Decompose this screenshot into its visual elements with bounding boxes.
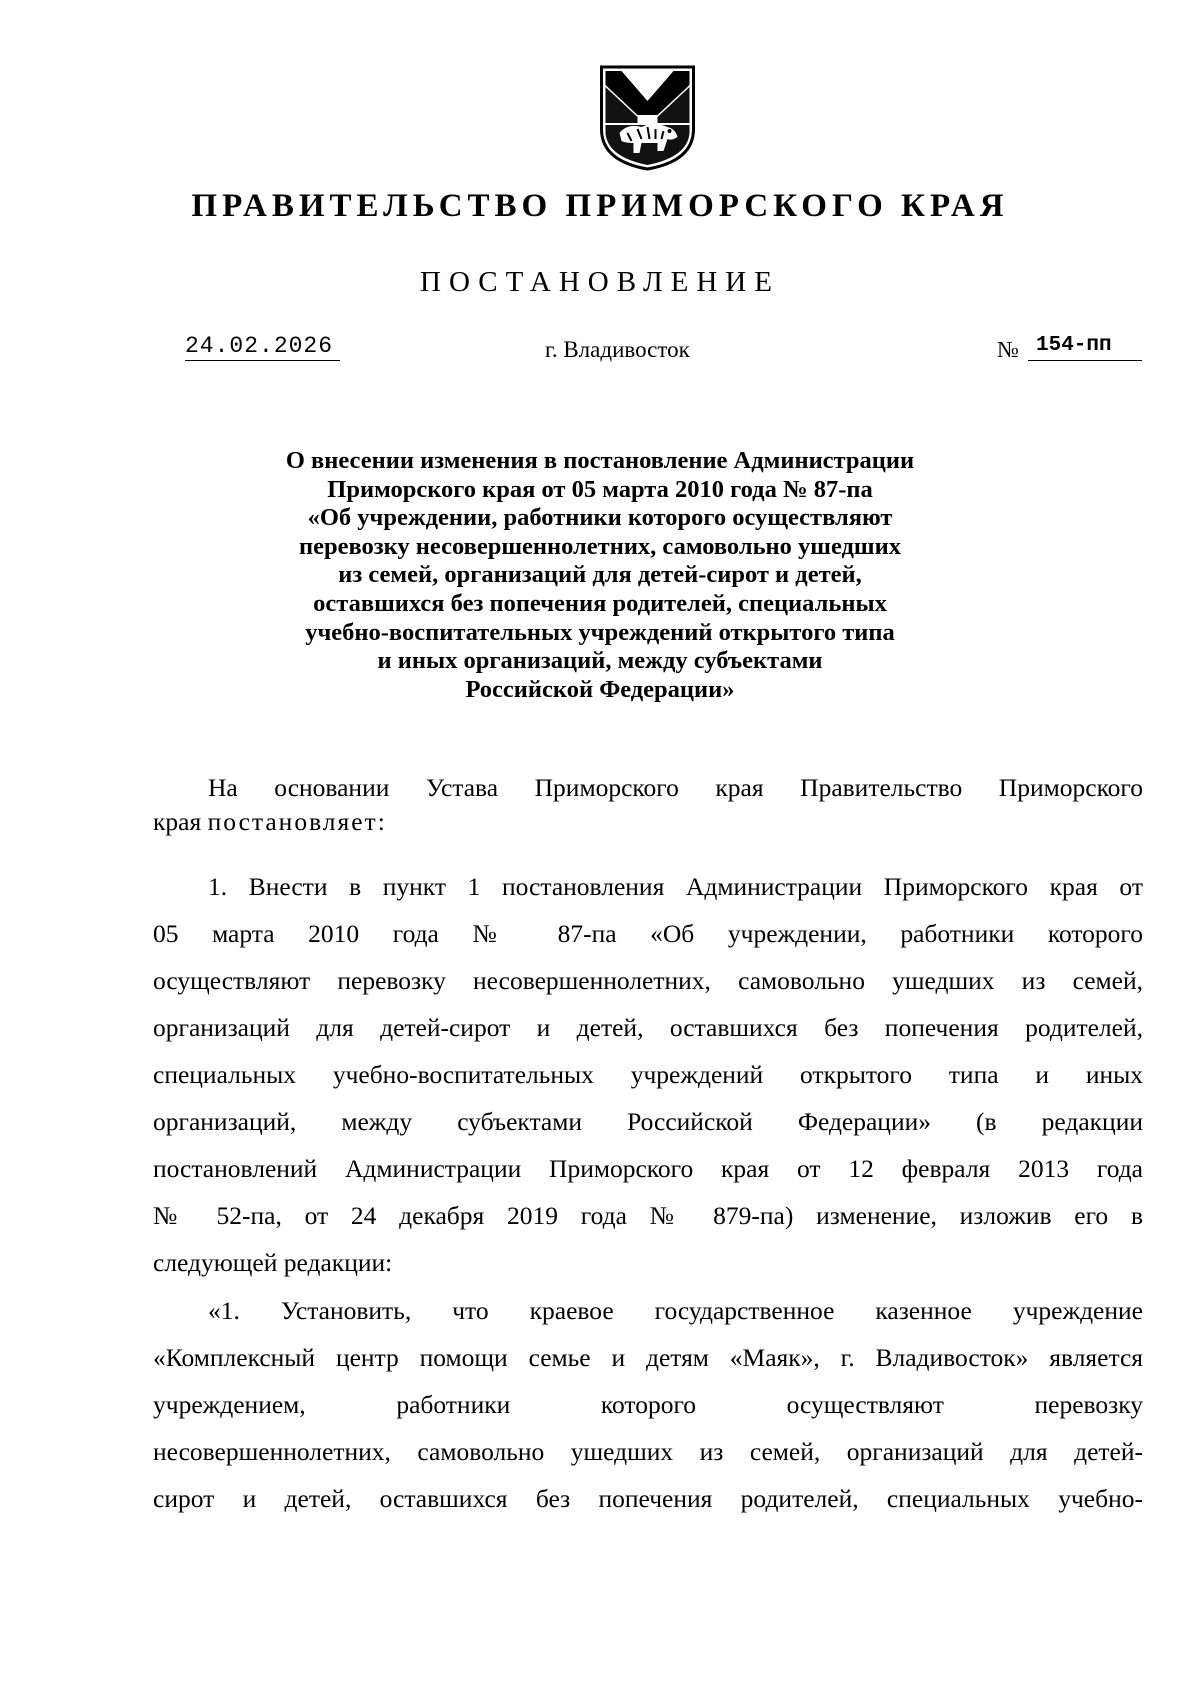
- heading-line: Приморского края от 05 марта 2010 года № 87-па: [327, 475, 873, 503]
- body-line: [153, 805, 1143, 839]
- body-line: постановлений Администрации Приморского края от 12 февраля 2013 года: [153, 1154, 1143, 1183]
- body-line: На основании Устава Приморского края Правительство Приморского: [208, 773, 1143, 802]
- heading-line: О внесении изменения в постановление Администрации: [285, 447, 915, 474]
- intro-paragraph: [153, 771, 1143, 839]
- body-line: 1. Внести в пункт 1 постановления Администрации Приморского края от: [208, 872, 1143, 901]
- document-number: 154-пп: [1028, 332, 1142, 361]
- coat-of-arms-emblem: [597, 63, 698, 171]
- document-city: г. Владивосток: [545, 337, 690, 362]
- body-line: 05 марта 2010 года № 87-па «Об учреждении, работники которого: [153, 919, 1143, 948]
- paragraph-2: [153, 1287, 1143, 1522]
- body-text-fragment: края: [153, 807, 208, 836]
- heading-line: учебно-воспитательных учреждений открытого типа: [305, 618, 895, 646]
- document-date: 24.02.2026: [185, 332, 340, 361]
- body-line: сирот и детей, оставшихся без попечения родителей, специальных учебно-: [153, 1484, 1143, 1513]
- body-line: «Комплексный центр помощи семье и детям «Маяк», г. Владивосток» является: [153, 1343, 1143, 1372]
- paragraph-1: [153, 863, 1143, 1286]
- heading-line: Российской Федерации»: [465, 675, 735, 703]
- body-line: организаций для детей-сирот и детей, оставшихся без попечения родителей,: [153, 1013, 1143, 1042]
- body-line: организаций, между субъектами Российской Федерации» (в редакции: [153, 1107, 1143, 1136]
- body-line: несовершеннолетних, самовольно ушедших из семей, организаций для детей-: [153, 1437, 1143, 1466]
- org-title: ПРАВИТЕЛЬСТВО ПРИМОРСКОГО КРАЯ: [191, 188, 1009, 224]
- body-line: следующей редакции:: [153, 1248, 393, 1277]
- resolves-word: постановляет:: [207, 807, 387, 836]
- heading-line: оставшихся без попечения родителей, специальных: [313, 589, 887, 617]
- body-line: «1. Установить, что краевое государственное казенное учреждение: [208, 1296, 1143, 1325]
- heading-line: «Об учреждении, работники которого осуществляют: [307, 504, 893, 532]
- document-heading: [240, 447, 960, 704]
- body-line: учреждением, работники которого осуществляют перевозку: [153, 1390, 1143, 1419]
- heading-line: из семей, организаций для детей-сирот и детей,: [338, 561, 862, 589]
- heading-line: и иных организаций, между субъектами: [377, 647, 823, 675]
- body-line: № 52-па, от 24 декабря 2019 года № 879-па) изменение, изложив его в: [153, 1201, 1143, 1230]
- body-line: специальных учебно-воспитательных учреждений открытого типа и иных: [153, 1060, 1143, 1089]
- body-line: осуществляют перевозку несовершеннолетних, самовольно ушедших из семей,: [153, 966, 1143, 995]
- document-type: ПОСТАНОВЛЕНИЕ: [420, 266, 780, 298]
- heading-line: перевозку несовершеннолетних, самовольно ушедших: [299, 532, 901, 560]
- number-sign: №: [997, 337, 1019, 362]
